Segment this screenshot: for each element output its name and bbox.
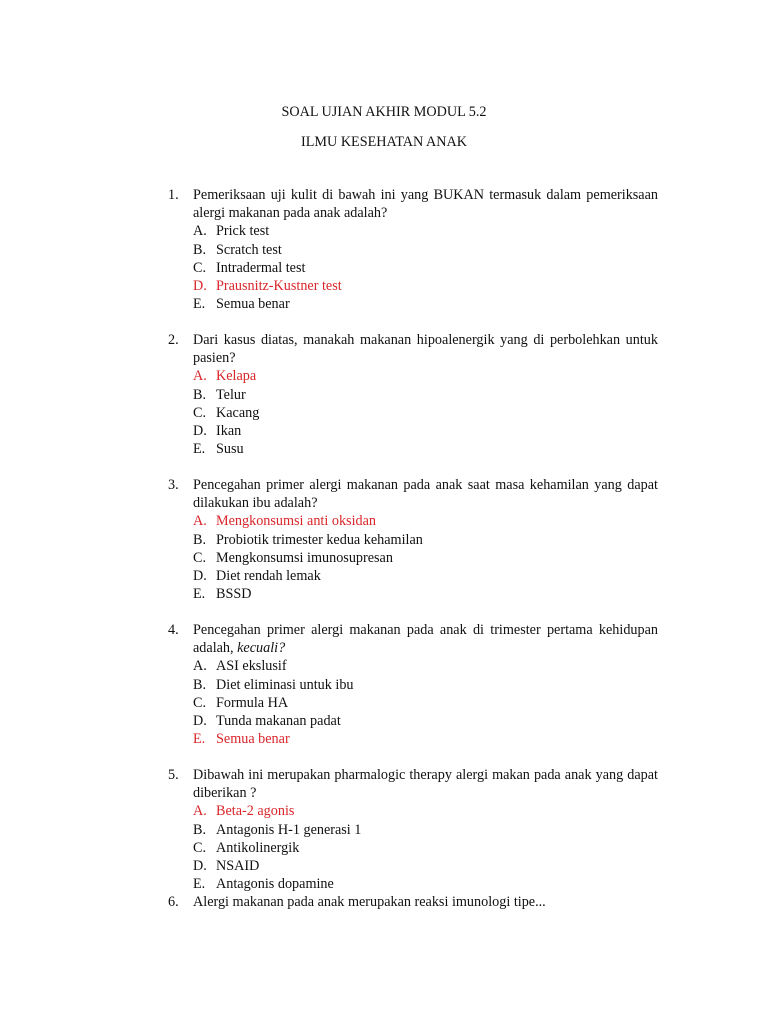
option-d [193,857,658,875]
option-letter: E. [193,586,206,603]
option-b [193,531,658,549]
question-text: Pencegahan primer alergi makanan pada anak saat masa kehamilan yang dapat dilakukan ibu adalah? [193,477,658,512]
option-text: Formula HA [216,694,289,711]
option-a [193,222,658,240]
option-letter: E. [193,296,206,313]
question-text: Alergi makanan pada anak merupakan reaksi imunologi tipe... [193,894,546,910]
question-number: 2. [168,332,179,348]
option-text: Beta-2 agonis [216,803,295,820]
option-text: Kelapa [216,368,257,385]
option-letter: B. [193,821,207,838]
option-text: NSAID [216,858,260,875]
option-letter: D. [193,858,207,875]
question-5 [168,766,658,893]
option-c [193,549,658,567]
option-a [193,802,658,820]
option-d [193,567,658,585]
option-letter: D. [193,423,207,440]
option-list [168,657,658,748]
option-text: Mengkonsumsi imunosupresan [216,549,393,566]
option-letter: B. [193,676,207,693]
option-letter: E. [193,441,206,458]
option-text: Antagonis H-1 generasi 1 [216,821,362,838]
option-e [193,585,658,603]
option-e [193,440,658,458]
option-letter: A. [193,223,207,240]
option-text: Antagonis dopamine [216,876,334,893]
question-text: Dibawah ini merupakan pharmalogic therapy alergi makan pada anak yang dapat diberikan ? [193,767,658,802]
option-list [168,222,658,313]
option-e [193,875,658,893]
option-letter: B. [193,386,207,403]
option-letter: B. [193,531,207,548]
option-a [193,512,658,530]
option-letter: D. [193,568,207,585]
question-1 [168,186,658,313]
option-text: Diet eliminasi untuk ibu [216,676,354,693]
document-subtitle: ILMU KESEHATAN ANAK [301,134,467,150]
option-e [193,730,658,748]
question-2 [168,331,658,458]
option-text: Antikolinergik [216,839,300,856]
option-letter: E. [193,876,206,893]
option-text: Prick test [216,223,270,240]
option-b [193,241,658,259]
option-c [193,694,658,712]
question-text-emphasis: kecuali? [237,640,286,657]
option-text: Scratch test [216,241,282,258]
question-6 [168,893,658,911]
option-text: Intradermal test [216,259,306,276]
question-text: Dari kasus diatas, manakah makanan hipoalenergik yang di perbolehkan untuk pasien? [193,332,658,367]
option-text: Probiotik trimester kedua kehamilan [216,531,423,548]
question-3 [168,476,658,603]
question-text [193,621,658,657]
option-letter: A. [193,368,207,385]
option-letter: C. [193,404,207,421]
option-text: Susu [216,441,244,458]
option-text: Semua benar [216,296,290,313]
option-c [193,404,658,422]
option-text: Mengkonsumsi anti oksidan [216,513,376,530]
option-letter: B. [193,241,207,258]
option-b [193,676,658,694]
document-title: SOAL UJIAN AKHIR MODUL 5.2 [281,104,487,120]
option-text: Prausnitz-Kustner test [216,278,342,295]
option-letter: E. [193,731,206,748]
option-text: ASI ekslusif [216,658,287,675]
option-letter: C. [193,839,207,856]
question-text: Pemeriksaan uji kulit di bawah ini yang BUKAN termasuk dalam pemeriksaan alergi makanan pada anak adalah? [193,187,658,222]
question-number: 3. [168,477,179,493]
option-b [193,386,658,404]
question-4 [168,621,658,748]
question-number: 1. [168,187,179,203]
option-text: Tunda makanan padat [216,713,341,730]
option-letter: A. [193,803,207,820]
option-text: Telur [216,386,246,403]
question-text-main: Pencegahan primer alergi makanan pada anak di trimester pertama kehidupan adalah, [193,622,658,657]
option-text: BSSD [216,586,252,603]
option-d [193,422,658,440]
option-letter: A. [193,658,207,675]
option-e [193,295,658,313]
option-letter: A. [193,513,207,530]
question-number: 5. [168,767,179,783]
option-letter: D. [193,278,207,295]
option-letter: C. [193,549,207,566]
option-a [193,657,658,675]
option-text: Ikan [216,423,242,440]
option-text: Semua benar [216,731,290,748]
option-c [193,259,658,277]
option-a [193,367,658,385]
option-text: Diet rendah lemak [216,568,321,585]
option-list [168,367,658,458]
option-b [193,821,658,839]
question-number: 6. [168,894,179,910]
option-list [168,512,658,603]
option-c [193,839,658,857]
option-text: Kacang [216,404,260,421]
option-letter: C. [193,694,207,711]
option-letter: C. [193,259,207,276]
option-d [193,277,658,295]
option-list [168,802,658,893]
question-number: 4. [168,622,179,638]
option-d [193,712,658,730]
option-letter: D. [193,713,207,730]
